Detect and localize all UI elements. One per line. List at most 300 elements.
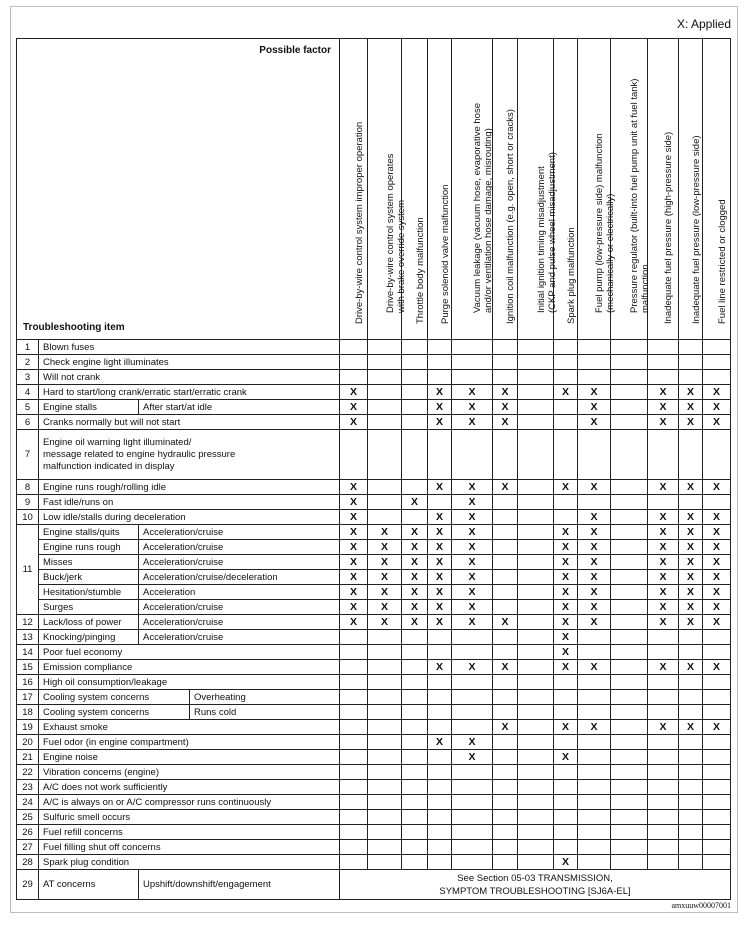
applied-mark: X: [590, 586, 598, 598]
factor-header: [554, 39, 578, 340]
table-row: [17, 370, 731, 385]
table-row: [17, 355, 731, 370]
row-number: 28: [17, 855, 39, 870]
applied-cell: [703, 675, 731, 690]
applied-cell: [452, 570, 493, 585]
applied-cell: [428, 645, 452, 660]
applied-cell: [648, 840, 679, 855]
factor-header: [428, 39, 452, 340]
applied-cell: [703, 510, 731, 525]
applied-cell: [554, 615, 578, 630]
row-number: 11: [17, 525, 39, 615]
applied-cell: [611, 720, 648, 735]
applied-cell: [518, 525, 554, 540]
applied-cell: [452, 600, 493, 615]
applied-cell: [648, 795, 679, 810]
applied-cell: [554, 840, 578, 855]
applied-cell: [578, 810, 611, 825]
applied-cell: [703, 660, 731, 675]
applied-mark: X: [590, 721, 598, 733]
applied-cell: [518, 660, 554, 675]
applied-cell: [679, 630, 703, 645]
row-item: Engine noise: [39, 750, 340, 765]
applied-mark: X: [561, 661, 569, 673]
applied-cell: [452, 510, 493, 525]
row-number: 21: [17, 750, 39, 765]
applied-cell: [703, 400, 731, 415]
applied-cell: [493, 600, 518, 615]
applied-cell: [368, 825, 402, 840]
applied-cell: [578, 660, 611, 675]
applied-cell: [611, 750, 648, 765]
applied-cell: [518, 615, 554, 630]
row-item: Cranks normally but will not start: [39, 415, 340, 430]
row-number: 16: [17, 675, 39, 690]
table-row: [17, 555, 731, 570]
row-condition: Overheating: [190, 690, 340, 705]
applied-cell: [611, 355, 648, 370]
applied-cell: [703, 645, 731, 660]
applied-cell: [554, 690, 578, 705]
applied-cell: [703, 585, 731, 600]
applied-cell: [340, 810, 368, 825]
applied-cell: [679, 430, 703, 480]
applied-cell: [368, 615, 402, 630]
applied-mark: X: [380, 601, 388, 613]
applied-cell: [428, 525, 452, 540]
applied-cell: [518, 720, 554, 735]
applied-mark: X: [468, 416, 476, 428]
row-item: Will not crank: [39, 370, 340, 385]
applied-cell: [452, 585, 493, 600]
row-item: Hesitation/stumble: [39, 585, 139, 600]
applied-mark: X: [686, 526, 694, 538]
applied-mark: X: [380, 571, 388, 583]
row-condition: Acceleration/cruise: [139, 525, 340, 540]
applied-cell: [368, 355, 402, 370]
applied-cell: [518, 840, 554, 855]
row-number: 3: [17, 370, 39, 385]
applied-cell: [611, 645, 648, 660]
applied-cell: [578, 765, 611, 780]
applied-cell: [493, 400, 518, 415]
applied-cell: [340, 705, 368, 720]
row-number: 2: [17, 355, 39, 370]
applied-cell: [679, 675, 703, 690]
applied-cell: [554, 430, 578, 480]
table-row: [17, 870, 731, 900]
applied-mark: X: [561, 856, 569, 868]
applied-cell: [611, 600, 648, 615]
applied-cell: [493, 780, 518, 795]
table-row: [17, 810, 731, 825]
factor-header: [493, 39, 518, 340]
applied-mark: X: [468, 481, 476, 493]
row-number: 29: [17, 870, 39, 900]
applied-cell: [428, 600, 452, 615]
factor-header: [703, 39, 731, 340]
applied-cell: [428, 630, 452, 645]
applied-cell: [368, 570, 402, 585]
applied-cell: [518, 795, 554, 810]
table-row: [17, 480, 731, 495]
factor-header: [679, 39, 703, 340]
applied-mark: X: [468, 661, 476, 673]
applied-mark: X: [590, 511, 598, 523]
applied-cell: [554, 370, 578, 385]
applied-cell: [578, 750, 611, 765]
applied-mark: X: [686, 571, 694, 583]
applied-cell: [452, 555, 493, 570]
applied-mark: X: [686, 556, 694, 568]
applied-mark: X: [380, 526, 388, 538]
applied-cell: [518, 570, 554, 585]
applied-cell: [340, 340, 368, 355]
applied-cell: [428, 555, 452, 570]
applied-cell: [611, 690, 648, 705]
applied-cell: [578, 780, 611, 795]
row-item: Knocking/pinging: [39, 630, 139, 645]
applied-cell: [452, 840, 493, 855]
applied-cell: [679, 840, 703, 855]
applied-cell: [493, 675, 518, 690]
applied-cell: [340, 690, 368, 705]
applied-mark: X: [410, 556, 418, 568]
applied-cell: [368, 480, 402, 495]
applied-cell: [340, 825, 368, 840]
applied-cell: [493, 645, 518, 660]
applied-mark: X: [590, 481, 598, 493]
applied-cell: [493, 570, 518, 585]
applied-cell: [578, 585, 611, 600]
row-condition: Upshift/downshift/engagement: [139, 870, 340, 900]
applied-cell: [493, 370, 518, 385]
row-number: 10: [17, 510, 39, 525]
table-row: [17, 840, 731, 855]
applied-mark: X: [410, 571, 418, 583]
applied-cell: [368, 340, 402, 355]
applied-cell: [648, 765, 679, 780]
table-row: [17, 675, 731, 690]
applied-cell: [452, 645, 493, 660]
applied-mark: X: [468, 556, 476, 568]
applied-cell: [648, 855, 679, 870]
row-number: 17: [17, 690, 39, 705]
applied-cell: [518, 600, 554, 615]
table-row: [17, 630, 731, 645]
applied-mark: X: [659, 556, 667, 568]
factor-header: [340, 39, 368, 340]
applied-cell: [428, 340, 452, 355]
row-item: Emission compliance: [39, 660, 340, 675]
applied-cell: [648, 370, 679, 385]
table-row: [17, 540, 731, 555]
applied-cell: [703, 430, 731, 480]
applied-cell: [611, 825, 648, 840]
applied-cell: [518, 765, 554, 780]
applied-cell: [402, 855, 428, 870]
applied-cell: [452, 430, 493, 480]
applied-cell: [679, 615, 703, 630]
table-row: [17, 525, 731, 540]
applied-cell: [703, 355, 731, 370]
applied-mark: X: [590, 416, 598, 428]
applied-cell: [611, 795, 648, 810]
row-number: 24: [17, 795, 39, 810]
applied-cell: [679, 415, 703, 430]
applied-cell: [368, 645, 402, 660]
applied-cell: [703, 555, 731, 570]
applied-mark: X: [435, 416, 443, 428]
row-number: 15: [17, 660, 39, 675]
applied-mark: X: [590, 661, 598, 673]
applied-cell: [578, 510, 611, 525]
applied-cell: [554, 400, 578, 415]
applied-cell: [679, 735, 703, 750]
applied-cell: [611, 385, 648, 400]
applied-cell: [428, 660, 452, 675]
applied-cell: [578, 340, 611, 355]
applied-cell: [340, 600, 368, 615]
applied-cell: [703, 540, 731, 555]
applied-cell: [402, 570, 428, 585]
factor-header-label: Initial ignition timing misadjustment (CKP and pulse wheel misadjustment): [535, 152, 558, 313]
table-row: [17, 600, 731, 615]
row-item: AT concerns: [39, 870, 139, 900]
applied-cell: [703, 735, 731, 750]
row-number: 22: [17, 765, 39, 780]
applied-cell: [578, 735, 611, 750]
applied-cell: [368, 750, 402, 765]
applied-cell: [428, 615, 452, 630]
applied-cell: [611, 430, 648, 480]
applied-cell: [368, 400, 402, 415]
applied-cell: [493, 340, 518, 355]
applied-mark: X: [501, 401, 509, 413]
applied-cell: [340, 370, 368, 385]
factor-header: [518, 39, 558, 340]
row-item: Hard to start/long crank/erratic start/erratic crank: [39, 385, 340, 400]
applied-cell: [611, 810, 648, 825]
applied-cell: [368, 540, 402, 555]
applied-cell: [402, 795, 428, 810]
applied-cell: [648, 555, 679, 570]
applied-cell: [493, 765, 518, 780]
applied-cell: [340, 855, 368, 870]
applied-cell: [611, 615, 648, 630]
applied-cell: [340, 400, 368, 415]
applied-cell: [703, 810, 731, 825]
applied-mark: X: [659, 401, 667, 413]
applied-cell: [452, 750, 493, 765]
applied-cell: [368, 600, 402, 615]
applied-cell: [648, 430, 679, 480]
applied-cell: [340, 720, 368, 735]
applied-cell: [368, 765, 402, 780]
applied-mark: X: [349, 556, 357, 568]
applied-mark: X: [349, 601, 357, 613]
applied-cell: [340, 645, 368, 660]
applied-cell: [493, 705, 518, 720]
applied-cell: [578, 555, 611, 570]
applied-mark: X: [659, 416, 667, 428]
table-row: [17, 855, 731, 870]
applied-cell: [518, 385, 554, 400]
applied-mark: X: [561, 646, 569, 658]
applied-cell: [340, 780, 368, 795]
applied-cell: [428, 510, 452, 525]
applied-cell: [703, 750, 731, 765]
applied-cell: [428, 430, 452, 480]
applied-cell: [452, 415, 493, 430]
applied-mark: X: [712, 556, 720, 568]
applied-cell: [648, 690, 679, 705]
applied-mark: X: [468, 526, 476, 538]
applied-mark: X: [349, 496, 357, 508]
applied-mark: X: [468, 571, 476, 583]
row-condition: Acceleration/cruise: [139, 555, 340, 570]
applied-mark: X: [501, 661, 509, 673]
applied-cell: [452, 340, 493, 355]
table-corner-header: [17, 39, 340, 340]
applied-cell: [611, 765, 648, 780]
applied-cell: [554, 525, 578, 540]
applied-cell: [402, 615, 428, 630]
applied-cell: [340, 430, 368, 480]
figure-code: amxuuw00007001: [671, 901, 731, 910]
applied-cell: [611, 630, 648, 645]
applied-cell: [648, 780, 679, 795]
row-item: Misses: [39, 555, 139, 570]
applied-cell: [554, 645, 578, 660]
row-condition: Acceleration/cruise: [139, 630, 340, 645]
applied-cell: [611, 400, 648, 415]
applied-cell: [368, 720, 402, 735]
applied-cell: [578, 525, 611, 540]
row-item: Vibration concerns (engine): [39, 765, 340, 780]
possible-factor-label: Possible factor: [259, 45, 331, 56]
applied-cell: [428, 780, 452, 795]
applied-mark: X: [380, 541, 388, 553]
applied-cell: [493, 795, 518, 810]
factor-header-label: Pressure regulator (built-into fuel pump unit at fuel tank) malfunction: [629, 78, 651, 313]
factor-header-label: Fuel pump (low-pressure side) malfunction (mechanically or electrically): [594, 133, 616, 313]
applied-cell: [428, 795, 452, 810]
applied-mark: X: [349, 571, 357, 583]
applied-cell: [703, 855, 731, 870]
applied-cell: [679, 355, 703, 370]
applied-cell: [428, 480, 452, 495]
applied-cell: [402, 415, 428, 430]
row-number: 7: [17, 430, 39, 480]
applied-cell: [554, 570, 578, 585]
table-row: [17, 570, 731, 585]
applied-cell: [452, 400, 493, 415]
applied-cell: [428, 495, 452, 510]
applied-mark: X: [435, 616, 443, 628]
applied-cell: [402, 540, 428, 555]
applied-mark: X: [712, 416, 720, 428]
applied-cell: [679, 585, 703, 600]
applied-cell: [703, 385, 731, 400]
table-row: [17, 780, 731, 795]
applied-cell: [402, 370, 428, 385]
applied-cell: [648, 645, 679, 660]
applied-cell: [493, 555, 518, 570]
table-row: [17, 385, 731, 400]
row-number: 6: [17, 415, 39, 430]
row-item: Sulfuric smell occurs: [39, 810, 340, 825]
applied-mark: X: [712, 481, 720, 493]
applied-cell: [340, 555, 368, 570]
applied-cell: [452, 735, 493, 750]
applied-cell: [648, 385, 679, 400]
applied-cell: [493, 540, 518, 555]
applied-cell: [340, 355, 368, 370]
row-item: Cooling system concerns: [39, 705, 190, 720]
applied-cell: [578, 355, 611, 370]
factor-header-label: Ignition coil malfunction (e.g. open, short or cracks): [505, 109, 516, 324]
troubleshooting-item-label: Troubleshooting item: [23, 322, 125, 333]
applied-cell: [428, 855, 452, 870]
applied-cell: [611, 585, 648, 600]
applied-mark: X: [468, 616, 476, 628]
applied-mark: X: [468, 386, 476, 398]
applied-cell: [578, 385, 611, 400]
row-number: 12: [17, 615, 39, 630]
applied-cell: [648, 585, 679, 600]
applied-cell: [611, 840, 648, 855]
applied-mark: X: [712, 721, 720, 733]
applied-mark: X: [349, 511, 357, 523]
applied-mark: X: [561, 751, 569, 763]
applied-cell: [452, 540, 493, 555]
applied-cell: [368, 855, 402, 870]
applied-mark: X: [659, 586, 667, 598]
applied-mark: X: [435, 541, 443, 553]
applied-cell: [452, 660, 493, 675]
applied-mark: X: [712, 586, 720, 598]
applied-cell: [578, 480, 611, 495]
applied-cell: [428, 750, 452, 765]
applied-mark: X: [561, 481, 569, 493]
applied-cell: [518, 690, 554, 705]
applied-mark: X: [435, 401, 443, 413]
applied-cell: [611, 780, 648, 795]
applied-cell: [402, 705, 428, 720]
applied-cell: [554, 340, 578, 355]
applied-cell: [679, 780, 703, 795]
row-item: Engine stalls: [39, 400, 139, 415]
factor-header-label: Throttle body malfunction: [414, 217, 426, 324]
applied-mark: X: [435, 526, 443, 538]
applied-mark: X: [501, 721, 509, 733]
applied-cell: [648, 675, 679, 690]
applied-cell: [518, 825, 554, 840]
applied-mark: X: [435, 571, 443, 583]
applied-cell: [340, 765, 368, 780]
applied-cell: [340, 615, 368, 630]
applied-cell: [611, 855, 648, 870]
applied-cell: [452, 355, 493, 370]
applied-cell: [648, 525, 679, 540]
applied-cell: [703, 525, 731, 540]
applied-cell: [648, 720, 679, 735]
applied-cell: [554, 720, 578, 735]
applied-cell: [703, 795, 731, 810]
applied-cell: [493, 750, 518, 765]
applied-cell: [679, 600, 703, 615]
